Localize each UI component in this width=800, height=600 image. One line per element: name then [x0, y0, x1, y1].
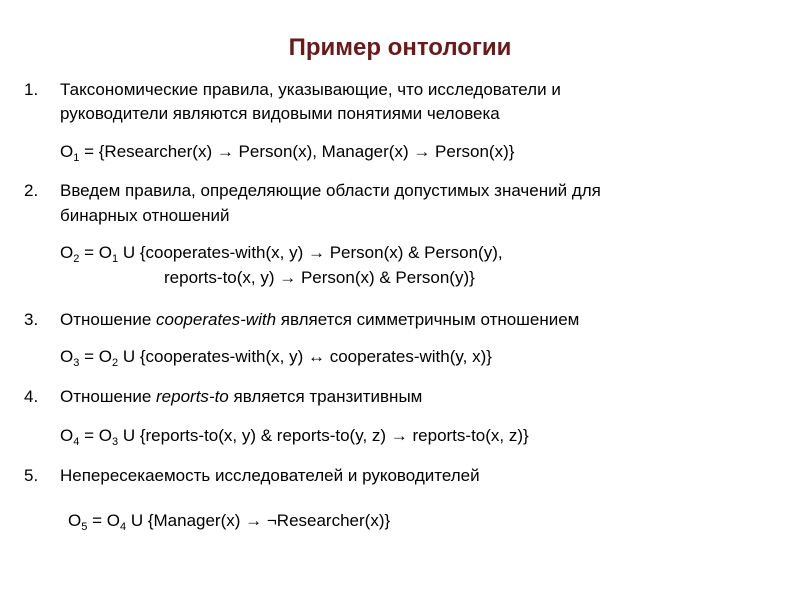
- formula-o4: $O_4 = O_3$ U {reports-to(x, y) & reports-to(y, z) → reports-to(x, z)}: [60, 426, 529, 448]
- formula-o2-continuation: reports-to(x, y) → Person(x) & Person(y)}: [164, 268, 475, 287]
- item-text: Отношение cooperates-with является симметричным отношением: [60, 310, 580, 329]
- italic-term: reports-to: [156, 387, 229, 406]
- item-text: руководители являются видовыми понятиями человека: [60, 104, 500, 123]
- item-number: 2.: [24, 181, 39, 200]
- formula-o2: $O_2 = O_1$ U {cooperates-with(x, y) → Person(x) & Person(y),: [60, 243, 503, 265]
- italic-term: cooperates-with: [156, 310, 277, 329]
- item-text: Непересекаемость исследователей и руководителей: [60, 466, 480, 485]
- formula-o5: $O_5 = O_4$ U {Manager(x) → ¬Researcher(x)}: [68, 511, 391, 533]
- item-text: бинарных отношений: [60, 206, 230, 225]
- item-number: 4.: [24, 387, 39, 406]
- item-text: Таксономические правила, указывающие, что исследователи и: [60, 80, 561, 99]
- formula-o1: $O_1$ = {Researcher(x) → Person(x), Manager(x) → Person(x)}: [60, 142, 515, 164]
- item-number: 5.: [24, 466, 39, 485]
- slide-title: Пример онтологии: [288, 34, 512, 61]
- item-text: Отношение reports-to является транзитивным: [60, 387, 423, 406]
- formula-o3: $O_3 = O_2$ U {cooperates-with(x, y) ↔ cooperates-with(y, x)}: [60, 347, 492, 369]
- item-number: 3.: [24, 310, 39, 329]
- item-text: Введем правила, определяющие области допустимых значений для: [60, 181, 601, 200]
- item-number: 1.: [24, 80, 39, 99]
